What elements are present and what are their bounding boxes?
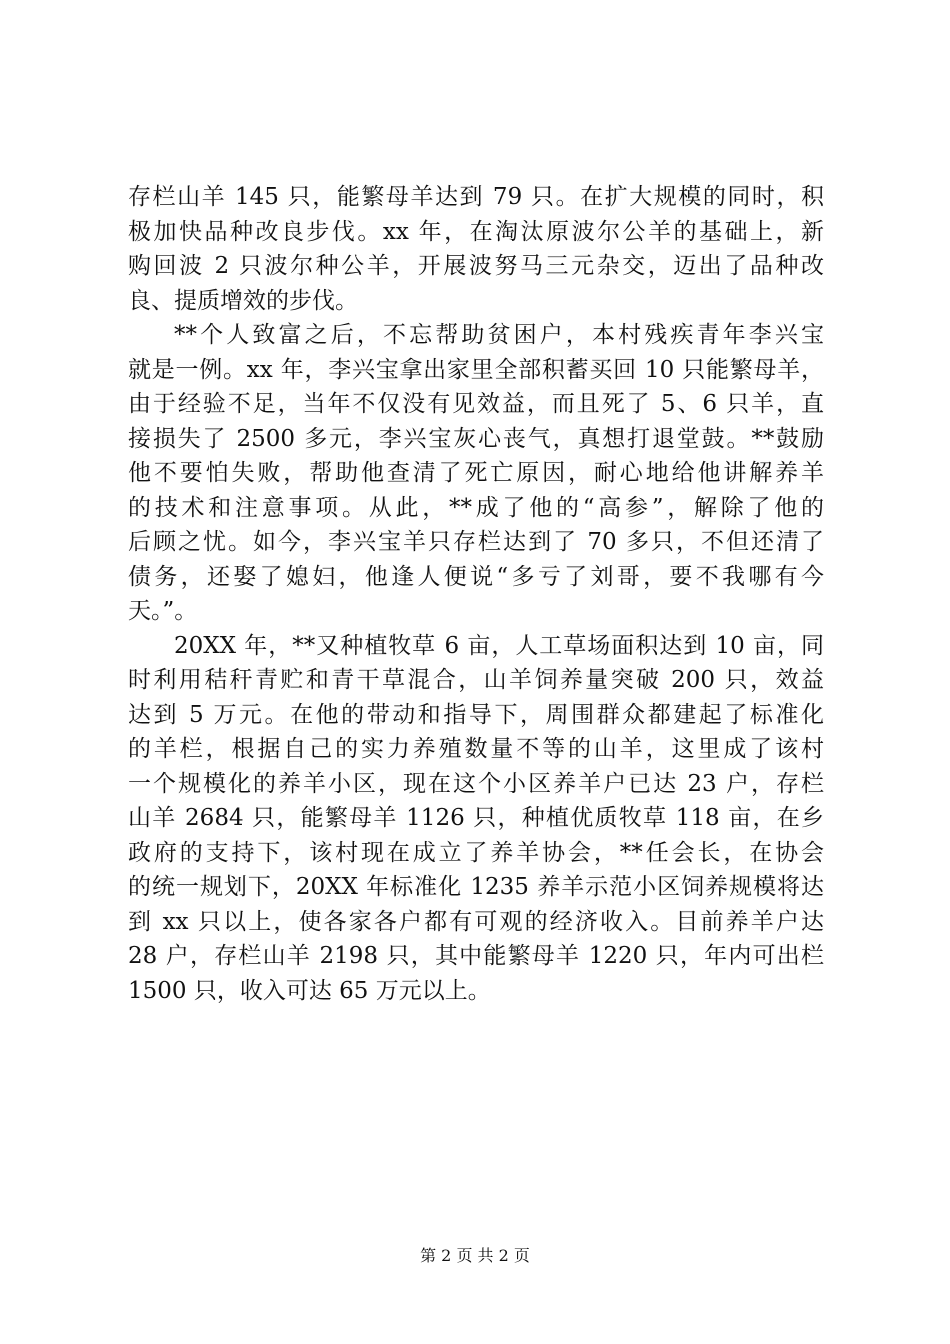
- text-line: 28 户，存栏山羊 2198 只，其中能繁母羊 1220 只，年内可出栏: [128, 943, 824, 969]
- text-line: 达到 5 万元。在他的带动和指导下，周围群众都建起了标准化: [128, 701, 824, 728]
- paragraph-first-line: 20XX 年，**又种植牧草 6 亩，人工草场面积达到 10 亩，同: [174, 632, 824, 659]
- text-line: 存栏山羊 145 只，能繁母羊达到 79 只。在扩大规模的同时，积: [128, 184, 824, 210]
- text-line: 一个规模化的养羊小区，现在这个小区养羊户已达 23 户，存栏: [128, 770, 824, 797]
- text-line: 山羊 2684 只，能繁母羊 1126 只，种植优质牧草 118 亩，在乡: [128, 805, 824, 831]
- text-line: 极加快品种改良步伐。xx 年，在淘汰原波尔公羊的基础上，新: [128, 218, 824, 245]
- text-line: 的技术和注意事项。从此，**成了他的“高参”，解除了他的: [128, 494, 824, 521]
- text-line: 由于经验不足，当年不仅没有见效益，而且死了 5、6 只羊，直: [128, 391, 824, 417]
- text-line: 他不要怕失败，帮助他查清了死亡原因，耐心地给他讲解养羊: [128, 460, 824, 486]
- text-line: 良、提质增效的步伐。: [128, 287, 358, 314]
- text-line: 就是一例。xx 年，李兴宝拿出家里全部积蓄买回 10 只能繁母羊，: [128, 356, 824, 383]
- page-number-footer: 第 2 页 共 2 页: [420, 1246, 530, 1265]
- text-line: 1500 只，收入可达 65 万元以上。: [128, 977, 491, 1004]
- text-line: 政府的支持下，该村现在成立了养羊协会，**任会长，在协会: [128, 839, 824, 866]
- text-line: 后顾之忧。如今，李兴宝羊只存栏达到了 70 多只，不但还清了: [128, 529, 824, 555]
- paragraph-first-line: **个人致富之后，不忘帮助贫困户，本村残疾青年李兴宝: [174, 322, 824, 348]
- text-line: 债务，还娶了媳妇，他逢人便说“多亏了刘哥，要不我哪有今: [128, 563, 824, 590]
- text-line: 天。”。: [128, 598, 198, 624]
- text-line: 时利用秸秆青贮和青干草混合，山羊饲养量突破 200 只，效益: [128, 667, 824, 693]
- document-body: [128, 180, 824, 1008]
- text-line: 接损失了 2500 多元，李兴宝灰心丧气，真想打退堂鼓。**鼓励: [128, 425, 824, 452]
- text-line: 购回波 2 只波尔种公羊，开展波努马三元杂交，迈出了品种改: [128, 253, 824, 279]
- text-line: 的统一规划下，20XX 年标准化 1235 养羊示范小区饲养规模将达: [128, 874, 824, 900]
- text-line: 的羊栏，根据自己的实力养殖数量不等的山羊，这里成了该村: [128, 736, 824, 762]
- text-line: 到 xx 只以上，使各家各户都有可观的经济收入。目前养羊户达: [128, 908, 824, 935]
